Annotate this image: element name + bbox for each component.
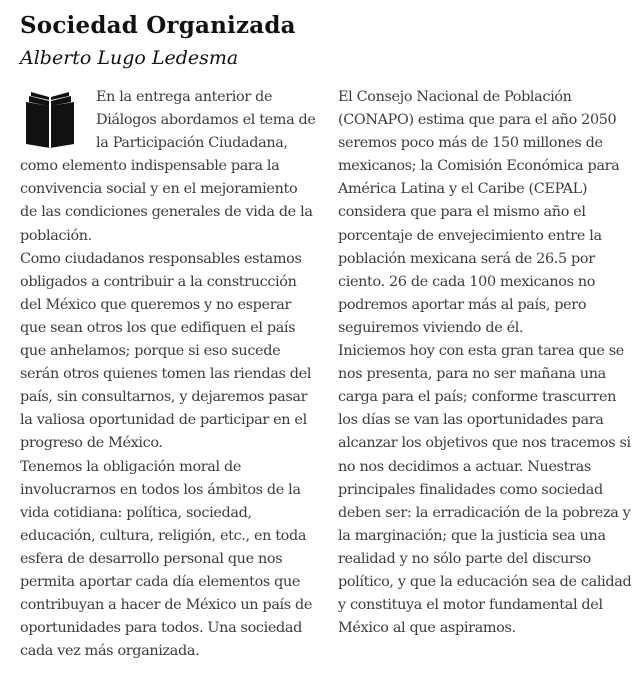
article-column-right bbox=[338, 86, 634, 640]
paragraph: En la entrega anterior de Diálogos abordamos el tema de la Participación Ciudadana, como elemento indispensable para la convivencia social y en el mejoramiento de las condiciones generales de vida de la población. bbox=[20, 89, 316, 244]
paragraph: El Consejo Nacional de Población (CONAPO) estima que para el año 2050 seremos poco más de 150 millones de mexicanos; la Comisión Económica para América Latina y el Caribe (CEPAL) considera que para el mismo año el porcentaje de envejecimiento entre la población mexicana será de 26.5 por ciento. 26 de cada 100 mexicanos no podremos aportar más al país, pero seguiremos viviendo de él. bbox=[338, 89, 620, 336]
paragraph: Tenemos la obligación moral de involucrarnos en todos los ámbitos de la vida cotidiana: política, sociedad, educación, cultura, religión, etc., en toda esfera de desarrollo personal que nos permita aportar cada día elementos que contribuyan a hacer de México un país de oportunidades para todos. Una sociedad cada vez más organizada. bbox=[20, 458, 313, 660]
paragraph: Iniciemos hoy con esta gran tarea que se nos presenta, para no ser mañana una carga para el país; conforme trascurren los días se van las oportunidades para alcanzar los objetivos que nos tracemos si no nos decidimos a actuar. Nuestras principales finalidades como sociedad deben ser: la erradicación de la pobreza y la marginación; que la justicia sea una realidad y no sólo parte del discurso político, y que la educación sea de calidad y constituya el motor fundamental del México al que aspiramos. bbox=[338, 343, 632, 637]
article-column-left bbox=[20, 86, 316, 663]
article-author: Alberto Lugo Ledesma bbox=[20, 47, 239, 69]
open-book-icon bbox=[20, 92, 80, 150]
article-title: Sociedad Organizada bbox=[20, 12, 296, 39]
paragraph: Como ciudadanos responsables estamos obligados a contribuir a la construcción del México que queremos y no esperar que sean otros los que edifiquen el país que anhelamos; porque si eso sucede serán otros quienes tomen las riendas del país, sin consultarnos, y dejaremos pasar la valiosa oportunidad de participar en el progreso de México. bbox=[20, 250, 312, 452]
